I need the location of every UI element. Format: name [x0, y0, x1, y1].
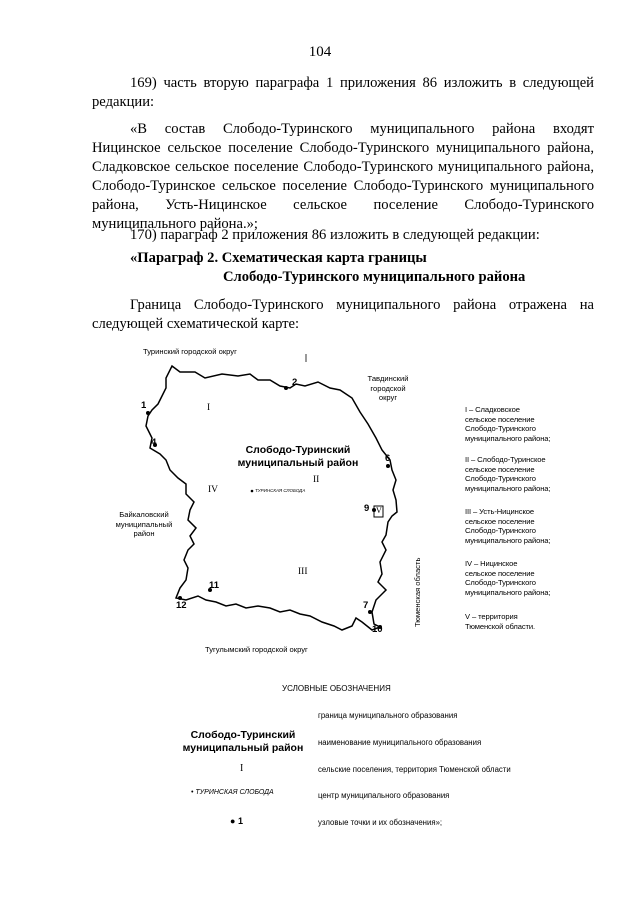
legend-i: [465, 405, 550, 443]
legend-iii: [465, 507, 550, 545]
point-1-label: 1: [141, 400, 147, 411]
desc-border: граница муниципального образования: [318, 711, 458, 720]
desc-roman: сельские поселения, территория Тюменской области: [318, 765, 511, 774]
sample-center: [191, 789, 274, 796]
district-boundary: [146, 366, 397, 630]
label-tavdinsky-line3: округ: [378, 393, 398, 402]
section-heading-line1: «Параграф 2. Схематическая карта границы: [130, 250, 427, 266]
label-baikalovsky-line2: муниципальный: [115, 519, 173, 529]
district-map: [0, 330, 640, 670]
legend-ii-line4: муниципального района;: [465, 483, 551, 493]
legend-iv-line4: муниципального района;: [465, 587, 551, 597]
roman-iii: III: [298, 567, 308, 577]
point-12-label: 12: [176, 600, 187, 611]
sample-roman: I: [240, 763, 244, 774]
paragraph-intro: Граница Слободо-Туринского муниципального района отражена на следующей схематической карте:: [92, 297, 594, 332]
legend-iii-line3: Слободо-Туринского: [465, 526, 536, 535]
paragraph-170: 170) параграф 2 приложения 86 изложить в следующей редакции:: [130, 227, 540, 243]
point-11-label: 11: [209, 580, 220, 591]
district-name-line2: муниципальный район: [237, 456, 359, 469]
sample-point-number: 1: [237, 816, 243, 826]
legend-i-line2: сельское поселение: [465, 414, 535, 424]
point-2-label: 2: [292, 377, 298, 388]
desc-center: центр муниципального образования: [318, 791, 450, 800]
point-6-label: 6: [385, 453, 391, 464]
sample-name-line1: Слободо-Туринский: [190, 729, 296, 741]
legend-ii-line2: сельское поселение: [465, 464, 535, 474]
paragraph-169: 169) часть вторую параграфа 1 приложения 86 изложить в следующей редакции:: [92, 75, 594, 110]
center-label: ТУРИНСКАЯ СЛОБОДА: [255, 488, 306, 493]
label-baikalovsky-line3: район: [133, 529, 155, 538]
point-7-label: 7: [363, 600, 369, 611]
legend-i-line4: муниципального района;: [465, 433, 551, 443]
desc-name: наименование муниципального образования: [318, 738, 482, 747]
legend-iv-line1: IV – Ницинское: [465, 559, 518, 568]
legend-iv-line2: сельское поселение: [465, 568, 535, 578]
label-turinsky-okrug: Туринский городской округ: [143, 347, 237, 356]
page-number: 104: [308, 44, 332, 60]
section-heading-line2: Слободо-Туринского муниципального района: [223, 269, 526, 285]
point-4-label: 4: [151, 437, 157, 448]
legend-ii-line3: Слободо-Туринского: [465, 474, 536, 483]
sample-center-text: ТУРИНСКАЯ СЛОБОДА: [195, 789, 274, 796]
roman-iv: IV: [208, 485, 219, 495]
legend-i-line3: Слободо-Туринского: [465, 424, 536, 433]
sample-center-dot: •: [191, 789, 196, 796]
point-7-marker: [368, 610, 372, 614]
roman-ii: II: [313, 475, 320, 485]
point-9-label: 9: [364, 503, 370, 514]
label-tavdinsky-okrug: [366, 374, 410, 403]
sample-name-line2: муниципальный район: [182, 742, 304, 754]
point-1-marker: [146, 411, 150, 415]
legend-iii-line1: III – Усть-Ницинское: [465, 507, 535, 516]
conventions-title: УСЛОВНЫЕ ОБОЗНАЧЕНИЯ: [282, 684, 391, 693]
paragraph-quote: «В состав Слободо-Туринского муниципального района входят Ницинское сельское поселение Слободо-Туринского муниципального района, Сладковское сельское поселение Слободо-Туринского муниципального района, Слободо-Туринское сельское поселение Слободо-Туринского муниципального района, Усть-Ницинское сельское поселение Слободо-Туринского муниципального района.»;: [92, 121, 594, 232]
district-name-line1: Слободо-Туринский: [245, 444, 351, 456]
label-baikalovsky-raion: [112, 510, 176, 539]
label-baikalovsky-line1: Байкаловский: [119, 510, 169, 519]
legend-iii-line2: сельское поселение: [465, 516, 535, 526]
label-tugulymsky-okrug: Тугулымский городской округ: [205, 645, 308, 654]
point-2-marker: [284, 386, 288, 390]
legend-v-line2: Тюменской области.: [465, 621, 536, 631]
point-10-label: 10: [372, 624, 383, 635]
sample-point-dot: ●: [230, 816, 238, 826]
legend-v: [465, 612, 535, 631]
point-6-marker: [386, 464, 390, 468]
legend-iii-line4: муниципального района;: [465, 535, 551, 545]
legend-v-line1: V – территория: [465, 612, 518, 621]
label-tavdinsky-line2: городской: [370, 383, 406, 393]
legend-i-line1: I – Сладковское: [465, 405, 520, 414]
center-dot: [251, 490, 254, 493]
label-tyumen-oblast: Тюменская область: [413, 557, 422, 627]
legend-ii-line1: II – Слободо-Туринское: [465, 455, 546, 464]
label-tavdinsky-line1: Тавдинский: [367, 374, 409, 383]
roman-v: V: [376, 506, 382, 515]
legend-ii: [465, 455, 550, 493]
desc-point: узловые точки и их обозначения»;: [318, 818, 443, 827]
legend-iv-line3: Слободо-Туринского: [465, 578, 536, 587]
legend-iv: [465, 559, 550, 597]
sample-point: [230, 816, 243, 826]
district-name: [228, 444, 368, 469]
roman-i: I: [207, 403, 211, 413]
sample-district-name: [178, 729, 308, 755]
